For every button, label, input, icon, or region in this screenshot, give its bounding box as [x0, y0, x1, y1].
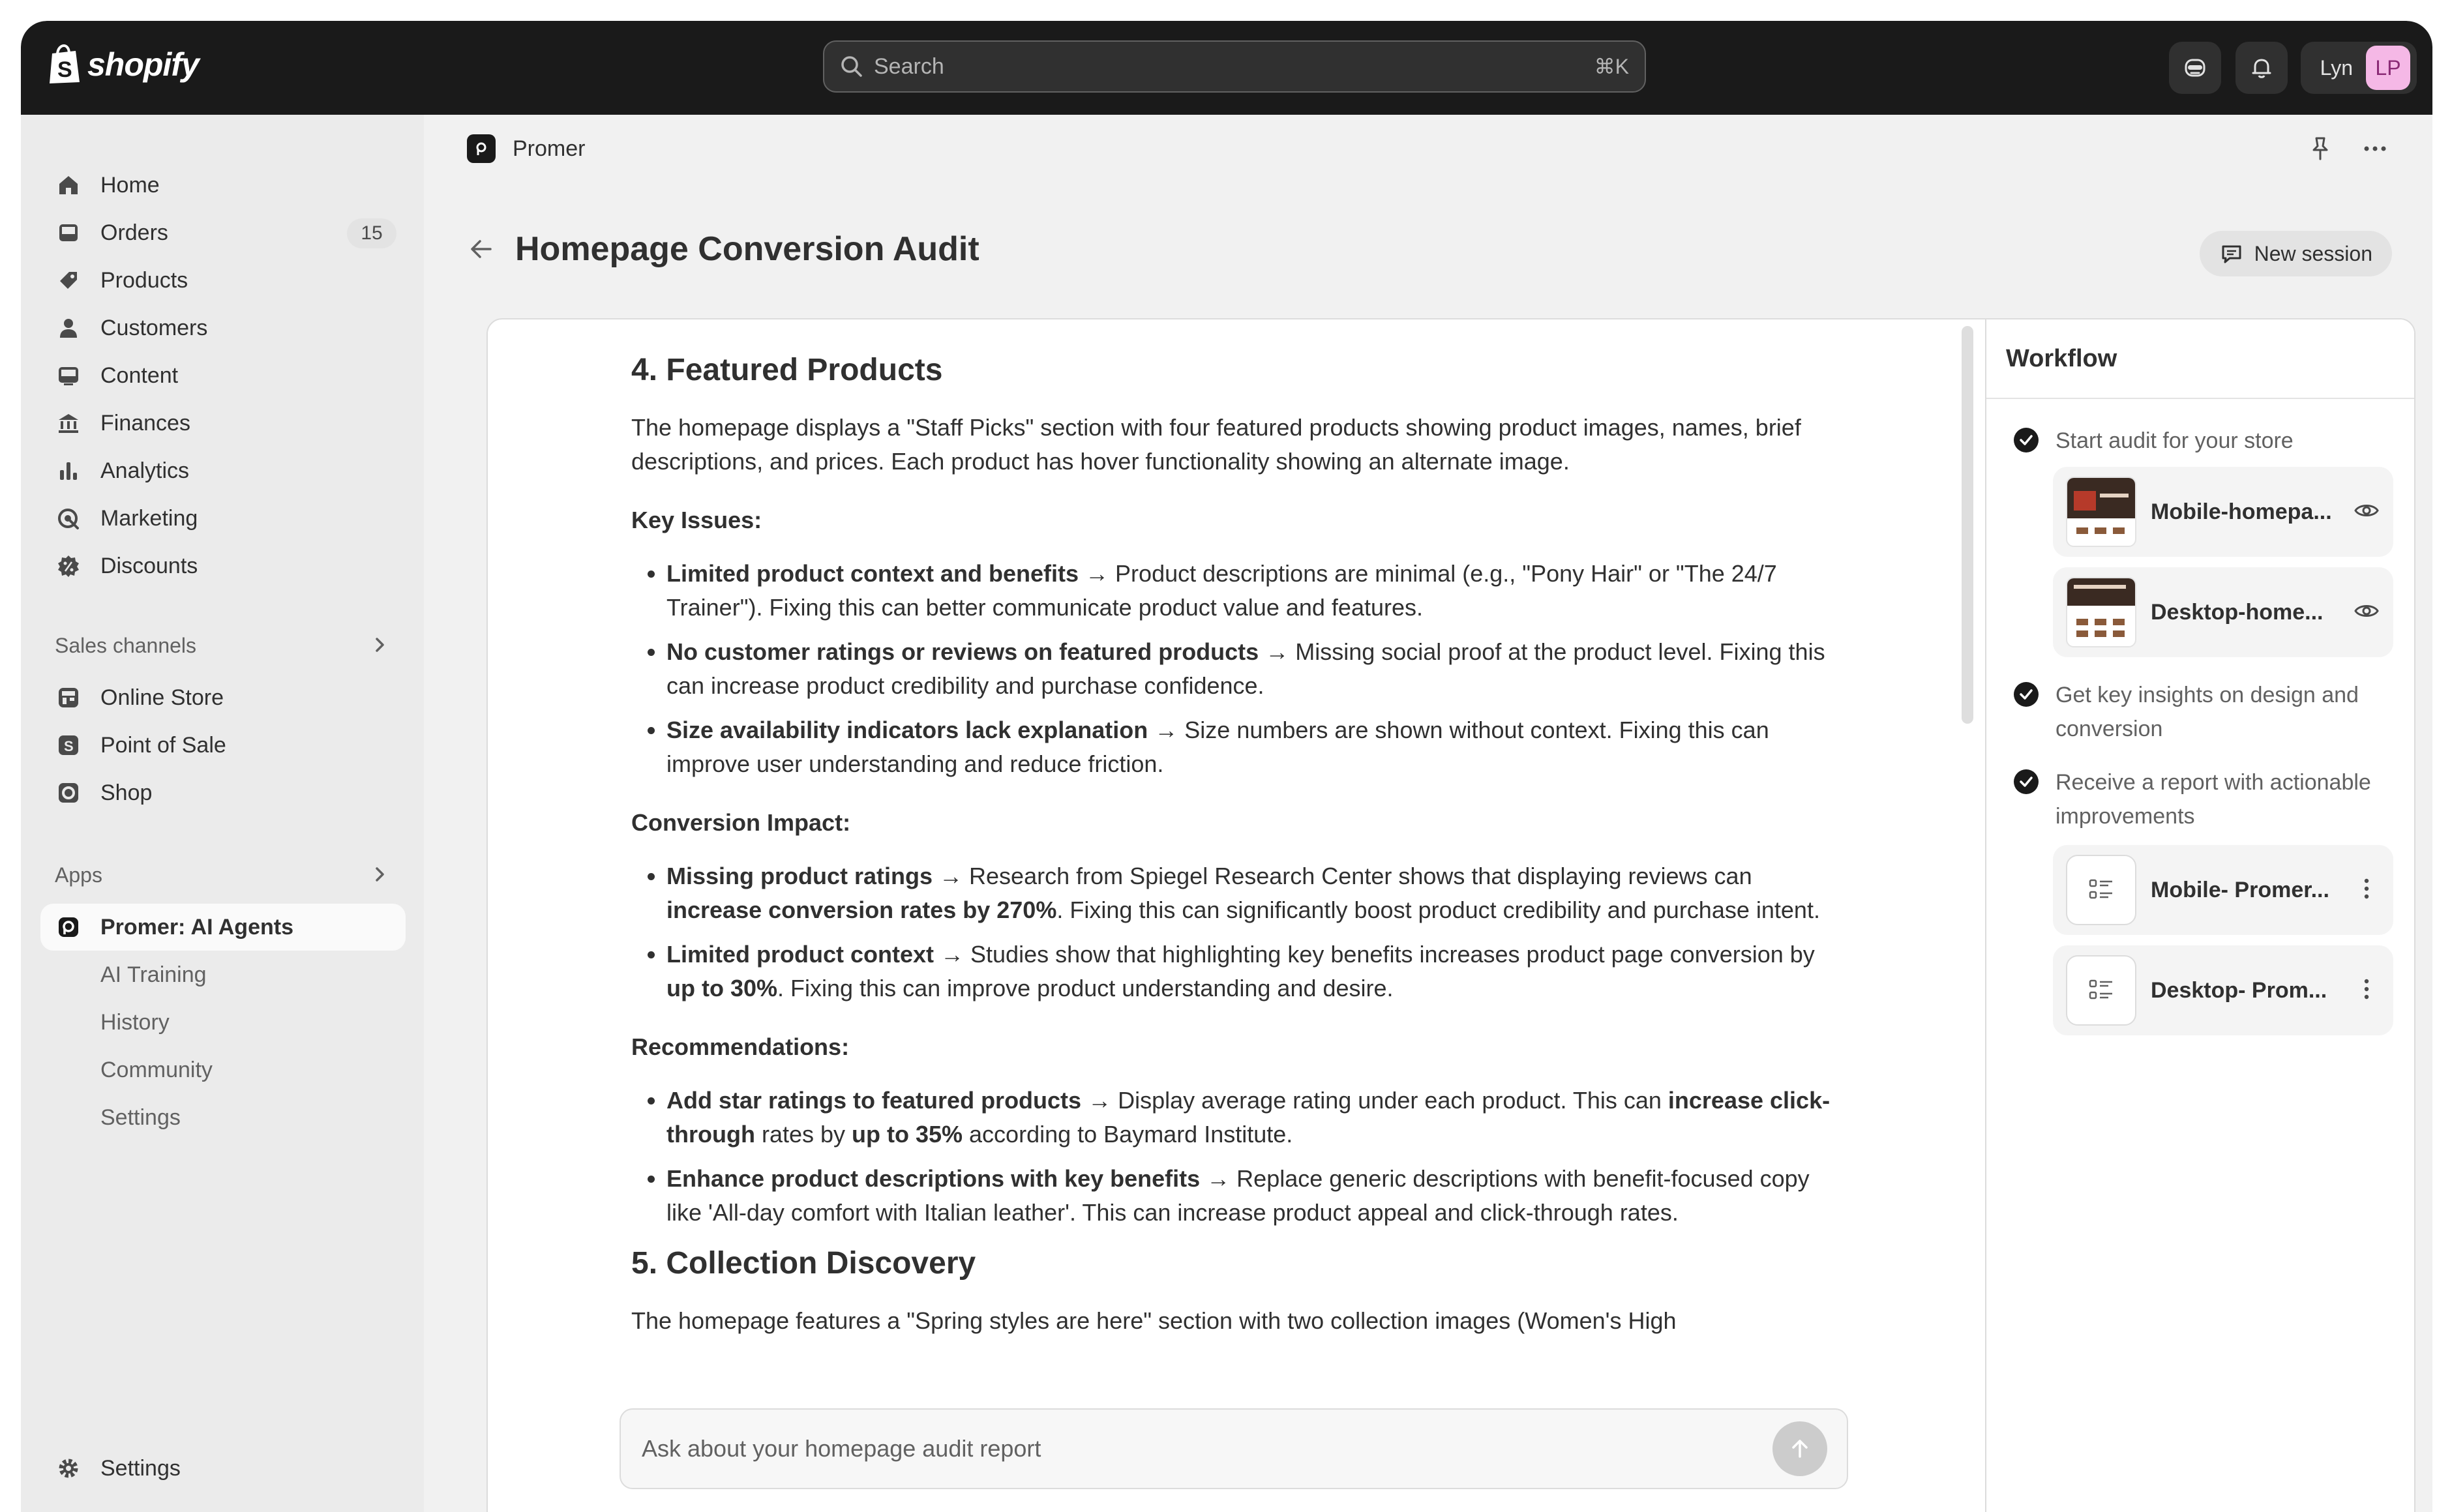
check-circle-icon: [2012, 681, 2040, 708]
promer-logo-icon: [467, 134, 496, 163]
sidebar-item-label: Shop: [100, 780, 153, 805]
sidebar-item-label: History: [100, 1009, 170, 1035]
sidebar-item-label: Analytics: [100, 458, 190, 483]
sidebar-item-products[interactable]: [40, 257, 406, 304]
sidebar-item-label: Orders: [100, 220, 168, 245]
list-item-highlight: up to 35%: [852, 1121, 963, 1148]
list-item: [666, 859, 1844, 927]
more-horizontal-icon[interactable]: [2361, 134, 2389, 163]
sales-channels-header[interactable]: [55, 627, 407, 664]
gear-icon: [56, 1456, 81, 1481]
list-item-heading: Add star ratings to featured products →: [666, 1087, 1118, 1114]
file-options-button[interactable]: [2353, 875, 2380, 906]
report-scrollbar[interactable]: [1962, 326, 1973, 724]
sidebar-subitem-settings[interactable]: [40, 1094, 406, 1141]
list-document-icon: [2086, 975, 2116, 1005]
store-icon: [56, 685, 81, 710]
sidebar-item-marketing[interactable]: [40, 495, 406, 542]
check-circle-icon: [2012, 426, 2040, 454]
discount-icon: [56, 554, 81, 578]
list-item-heading: Limited product context →: [666, 941, 971, 968]
sidebar-item-label: Settings: [100, 1104, 181, 1130]
file-name: Mobile-homepa...: [2151, 499, 2332, 524]
image-icon: [56, 363, 81, 388]
list-item-text: Display average rating under each product. This can: [1118, 1087, 1668, 1114]
workflow-step-1: [2012, 424, 2397, 458]
sidebar-item-shop[interactable]: [40, 769, 406, 816]
app-name: Promer: [513, 136, 586, 161]
svg-text:S: S: [57, 57, 72, 82]
list-item: [666, 713, 1844, 781]
sidebar-item-finances[interactable]: [40, 400, 406, 447]
sidebar-item-discounts[interactable]: [40, 542, 406, 589]
view-file-button[interactable]: [2353, 597, 2380, 628]
apps-header[interactable]: [55, 857, 407, 893]
main-area: [424, 115, 2432, 1512]
user-menu-button[interactable]: [2301, 42, 2417, 94]
chat-bubble-icon: [2219, 241, 2244, 266]
chevron-right-icon: [369, 863, 391, 885]
back-arrow-icon[interactable]: [467, 235, 496, 263]
search-bar[interactable]: [823, 40, 1646, 93]
sidebar-item-label: Marketing: [100, 505, 198, 531]
sidebar-item-online-store[interactable]: [40, 674, 406, 721]
step-label: Receive a report with actionable improvements: [2056, 770, 2371, 829]
report-card: [486, 318, 2415, 1512]
list-item-highlight: increase conversion rates by 270%: [666, 897, 1057, 923]
shopify-logo[interactable]: [47, 44, 199, 85]
file-card-mobile-homepage[interactable]: [2053, 467, 2393, 557]
sidebar-subitem-history[interactable]: [40, 999, 406, 1046]
sidebar-item-label: Settings: [100, 1455, 181, 1481]
file-name: Desktop- Prom...: [2151, 977, 2327, 1003]
key-issues-list: [631, 557, 1844, 781]
sidebar-item-customers[interactable]: [40, 304, 406, 351]
sidebar-item-label: Home: [100, 172, 160, 198]
file-name: Desktop-home...: [2151, 599, 2324, 625]
shop-icon: [56, 780, 81, 805]
check-circle-icon: [2012, 768, 2040, 795]
chat-input[interactable]: [640, 1434, 1772, 1463]
search-placeholder: Search: [874, 53, 944, 79]
bell-icon: [2249, 55, 2275, 81]
app-window: [21, 21, 2432, 1512]
sidebar: [21, 115, 424, 1512]
sidebar-item-label: Point of Sale: [100, 732, 226, 758]
list-item-highlight: increase click-through: [666, 1087, 1831, 1148]
header-actions: [2306, 134, 2389, 163]
conversion-impact-list: [631, 859, 1844, 1005]
section-5-intro: The homepage features a "Spring styles are here" section with two collection images (Women's High: [631, 1307, 1677, 1334]
desktop-homepage-thumbnail: [2066, 577, 2136, 647]
chat-input-box[interactable]: [620, 1408, 1848, 1489]
brand-name: shopify: [87, 46, 199, 83]
new-session-label: New session: [2254, 241, 2372, 265]
title-row: [467, 230, 979, 269]
sidebar-item-content[interactable]: [40, 352, 406, 399]
sidebar-subitem-community[interactable]: [40, 1046, 406, 1093]
recommendations-list: [631, 1084, 1844, 1230]
list-item-heading: Enhance product descriptions with key benefits →: [666, 1165, 1237, 1192]
apps-label: Apps: [55, 863, 102, 887]
list-item-text: Studies show that highlighting key benefits increases product page conversion by: [970, 941, 1815, 968]
pos-icon: [56, 733, 81, 758]
workflow-panel: [1985, 319, 2415, 1512]
sidebar-item-orders[interactable]: [40, 209, 406, 256]
eye-icon: [2353, 597, 2380, 625]
sidebar-item-home[interactable]: [40, 162, 406, 209]
section-4-title: 4. Featured Products: [631, 353, 943, 387]
avatar: LP: [2366, 46, 2410, 90]
sidebar-item-label: Promer: AI Agents: [100, 914, 293, 940]
top-bar: [21, 21, 2432, 115]
file-card-desktop-homepage[interactable]: [2053, 567, 2393, 657]
sidebar-item-analytics[interactable]: [40, 447, 406, 494]
list-item-heading: Size availability indicators lack explanation →: [666, 717, 1185, 743]
user-name: Lyn: [2320, 55, 2353, 80]
target-icon: [56, 506, 81, 531]
list-item-highlight: up to 30%: [666, 975, 778, 1001]
step-label: Get key insights on design and conversion: [2056, 683, 2359, 741]
send-button[interactable]: [1772, 1421, 1827, 1476]
sidebar-item-label: Online Store: [100, 685, 224, 710]
arrow-up-icon: [1787, 1436, 1813, 1462]
notifications-button[interactable]: [2235, 42, 2288, 94]
bar-chart-icon: [56, 458, 81, 483]
chevron-right-icon: [369, 634, 391, 656]
list-item-text: . Fixing this can improve product understanding and desire.: [777, 975, 1394, 1001]
sidebar-item-point-of-sale[interactable]: [40, 722, 406, 769]
list-item-heading: No customer ratings or reviews on featured products →: [666, 638, 1296, 665]
sidebar-item-label: Community: [100, 1057, 213, 1082]
file-card-mobile-report[interactable]: [2053, 845, 2393, 935]
pin-icon[interactable]: [2306, 134, 2335, 163]
sidebar-item-label: Discounts: [100, 553, 198, 578]
list-item: [666, 1084, 1844, 1151]
sidebar-item-label: Content: [100, 363, 179, 388]
step-label: Start audit for your store: [2056, 428, 2294, 453]
shopify-bag-icon: [47, 44, 81, 85]
report-doc-thumbnail: [2066, 955, 2136, 1026]
sales-channels-label: Sales channels: [55, 633, 197, 657]
list-item-text: Size numbers are shown without context. Fixing this can improve user understanding and reduce friction.: [666, 717, 1769, 777]
sidekick-icon: [2182, 55, 2208, 81]
page-title: Homepage Conversion Audit: [515, 230, 979, 268]
svg-text:S: S: [64, 738, 74, 754]
list-item-text: rates by: [755, 1121, 852, 1148]
list-item: [666, 635, 1844, 703]
person-icon: [56, 316, 81, 340]
section-5-title: 5. Collection Discovery: [631, 1246, 976, 1281]
report-content: [631, 349, 1844, 1363]
inbox-icon: [56, 220, 81, 245]
list-item-text: Missing social proof at the product level. Fixing this can increase product credibility and purchase confidence.: [666, 638, 1825, 699]
file-options-button[interactable]: [2353, 975, 2380, 1006]
report-doc-thumbnail: [2066, 855, 2136, 925]
list-item-text: Replace generic descriptions with benefit-focused copy like 'All-day comfort with Italian leather'. This can increase product appeal and click-through rates.: [666, 1165, 1810, 1226]
recommendations-label: Recommendations:: [631, 1033, 850, 1060]
bank-icon: [56, 411, 81, 436]
list-item-text: according to Baymard Institute.: [963, 1121, 1293, 1148]
sidebar-item-label: Products: [100, 267, 188, 293]
home-icon: [56, 173, 81, 198]
sidebar-item-label: Finances: [100, 410, 190, 436]
list-item: [666, 557, 1844, 625]
list-item-text: . Fixing this can significantly boost product credibility and purchase intent.: [1056, 897, 1820, 923]
orders-count-badge: 15: [347, 218, 396, 248]
conversion-impact-label: Conversion Impact:: [631, 809, 851, 836]
file-card-desktop-report[interactable]: [2053, 945, 2393, 1035]
key-issues-label: Key Issues:: [631, 507, 762, 533]
list-item-text: Product descriptions are minimal (e.g., "Pony Hair" or "The 24/7 Trainer"). Fixing this can better communicate product value and features.: [666, 560, 1777, 621]
eye-icon: [2353, 497, 2380, 524]
sidebar-item-label: AI Training: [100, 962, 207, 987]
list-item-heading: Missing product ratings →: [666, 863, 970, 889]
workflow-title: Workflow: [1986, 319, 2415, 399]
list-item-text: Research from Spiegel Research Center shows that displaying reviews can: [969, 863, 1752, 889]
list-item: [666, 1162, 1844, 1230]
app-header: [467, 134, 585, 163]
list-item: [666, 938, 1844, 1005]
mobile-homepage-thumbnail: [2066, 477, 2136, 547]
sidekick-button[interactable]: [2169, 42, 2221, 94]
workflow-step-3: [2012, 765, 2397, 833]
search-shortcut: ⌘K: [1594, 55, 1629, 78]
sidebar-item-promer-ai-agents[interactable]: [40, 904, 406, 951]
list-document-icon: [2086, 875, 2116, 905]
file-name: Mobile- Promer...: [2151, 877, 2329, 902]
promer-app-icon: [56, 915, 81, 940]
sidebar-item-settings[interactable]: [40, 1445, 406, 1492]
more-vertical-icon: [2353, 875, 2380, 902]
view-file-button[interactable]: [2353, 497, 2380, 527]
sidebar-subitem-ai-training[interactable]: [40, 951, 406, 998]
new-session-button[interactable]: [2200, 231, 2392, 276]
search-icon: [840, 55, 863, 78]
sidebar-item-label: Customers: [100, 315, 208, 340]
list-item-heading: Limited product context and benefits →: [666, 560, 1116, 587]
workflow-step-2: [2012, 678, 2397, 746]
section-4-intro: The homepage displays a "Staff Picks" section with four featured products showing product images, names, brief descriptions, and prices. Each product has hover functionality showing an alternate image.: [631, 414, 1801, 475]
tag-icon: [56, 268, 81, 293]
more-vertical-icon: [2353, 975, 2380, 1003]
